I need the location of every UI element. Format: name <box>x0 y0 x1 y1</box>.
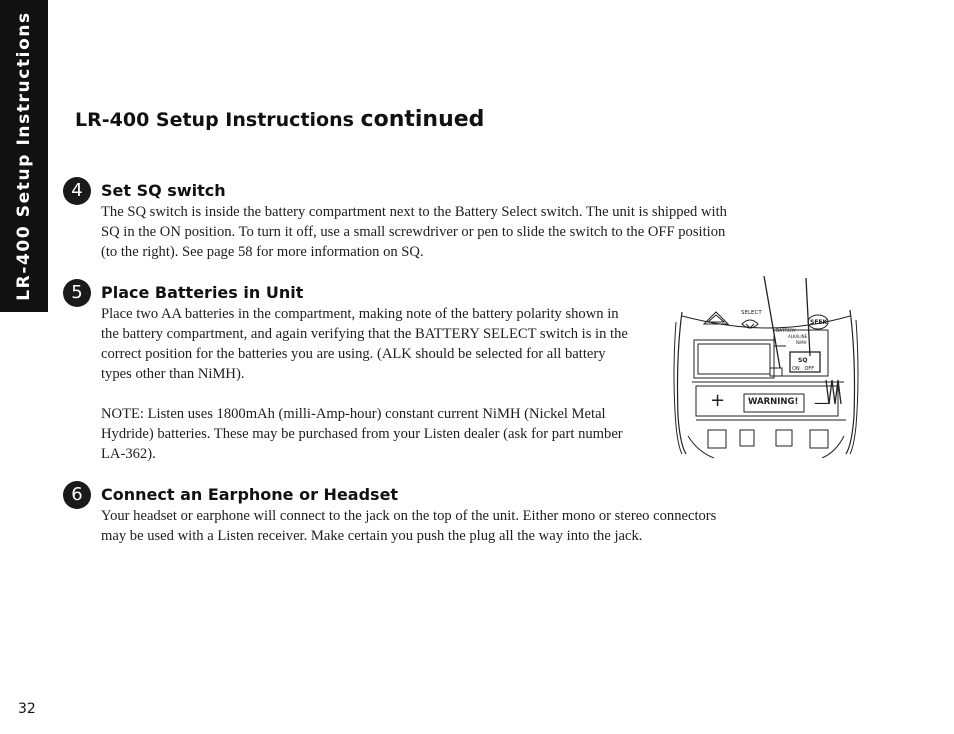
minus-terminal-label: — <box>814 393 830 412</box>
sq-on-off-label: ON OFF <box>792 366 815 372</box>
step-paragraph: NOTE: Listen uses 1800mAh (milli-Amp-hour) constant current NiMH (Nickel Metal Hydride) batteries. These may be purchased from your Listen dealer (ask for part number LA-362). <box>101 406 623 462</box>
step-body <box>101 202 729 262</box>
step-heading: Set SQ switch <box>101 181 226 200</box>
battery-compartment-illustration <box>668 276 864 458</box>
page-title-main: LR-400 Setup Instructions <box>75 109 361 131</box>
page-title-continued: continued <box>360 107 485 132</box>
battery-label: BATTERY <box>776 329 796 334</box>
alkaline-label: ALKALINE <box>788 334 808 339</box>
step-heading: Connect an Earphone or Headset <box>101 485 399 504</box>
step-body <box>101 506 729 546</box>
step-number-badge: 6 <box>63 481 91 509</box>
page-title <box>75 107 484 132</box>
select-label: SELECT <box>741 310 762 316</box>
seek-label: SEEK <box>810 319 828 326</box>
step-paragraph: Your headset or earphone will connect to the jack on the top of the unit. Either mono or stereo connectors may be used with a Listen receiver. Make certain you push the plug all the way into the jack. <box>101 508 717 544</box>
step-paragraph: Place two AA batteries in the compartment, making note of the battery polarity shown in the battery compartment, and again verifying that the BATTERY SELECT switch is in the correct position for the batteries you are using. (ALK should be selected for all battery types other than NiMH). <box>101 306 628 382</box>
step-number-badge: 4 <box>63 177 91 205</box>
nimh-label: NiMH <box>796 340 807 345</box>
step-heading: Place Batteries in Unit <box>101 283 304 302</box>
warning-label: WARNING! <box>748 397 799 407</box>
side-tab <box>0 0 48 312</box>
side-tab-label: LR-400 Setup Instructions <box>14 11 34 301</box>
page-number: 32 <box>18 701 36 717</box>
step-number-badge: 5 <box>63 279 91 307</box>
sq-label: SQ <box>798 357 808 364</box>
step-paragraph: The SQ switch is inside the battery compartment next to the Battery Select switch. The unit is shipped with SQ in the ON position. To turn it off, use a small screwdriver or pen to slide the switch to the OFF position (to the right). See page 58 for more information on SQ. <box>101 204 727 260</box>
plus-terminal-label: + <box>710 390 726 411</box>
step-body <box>101 304 639 464</box>
